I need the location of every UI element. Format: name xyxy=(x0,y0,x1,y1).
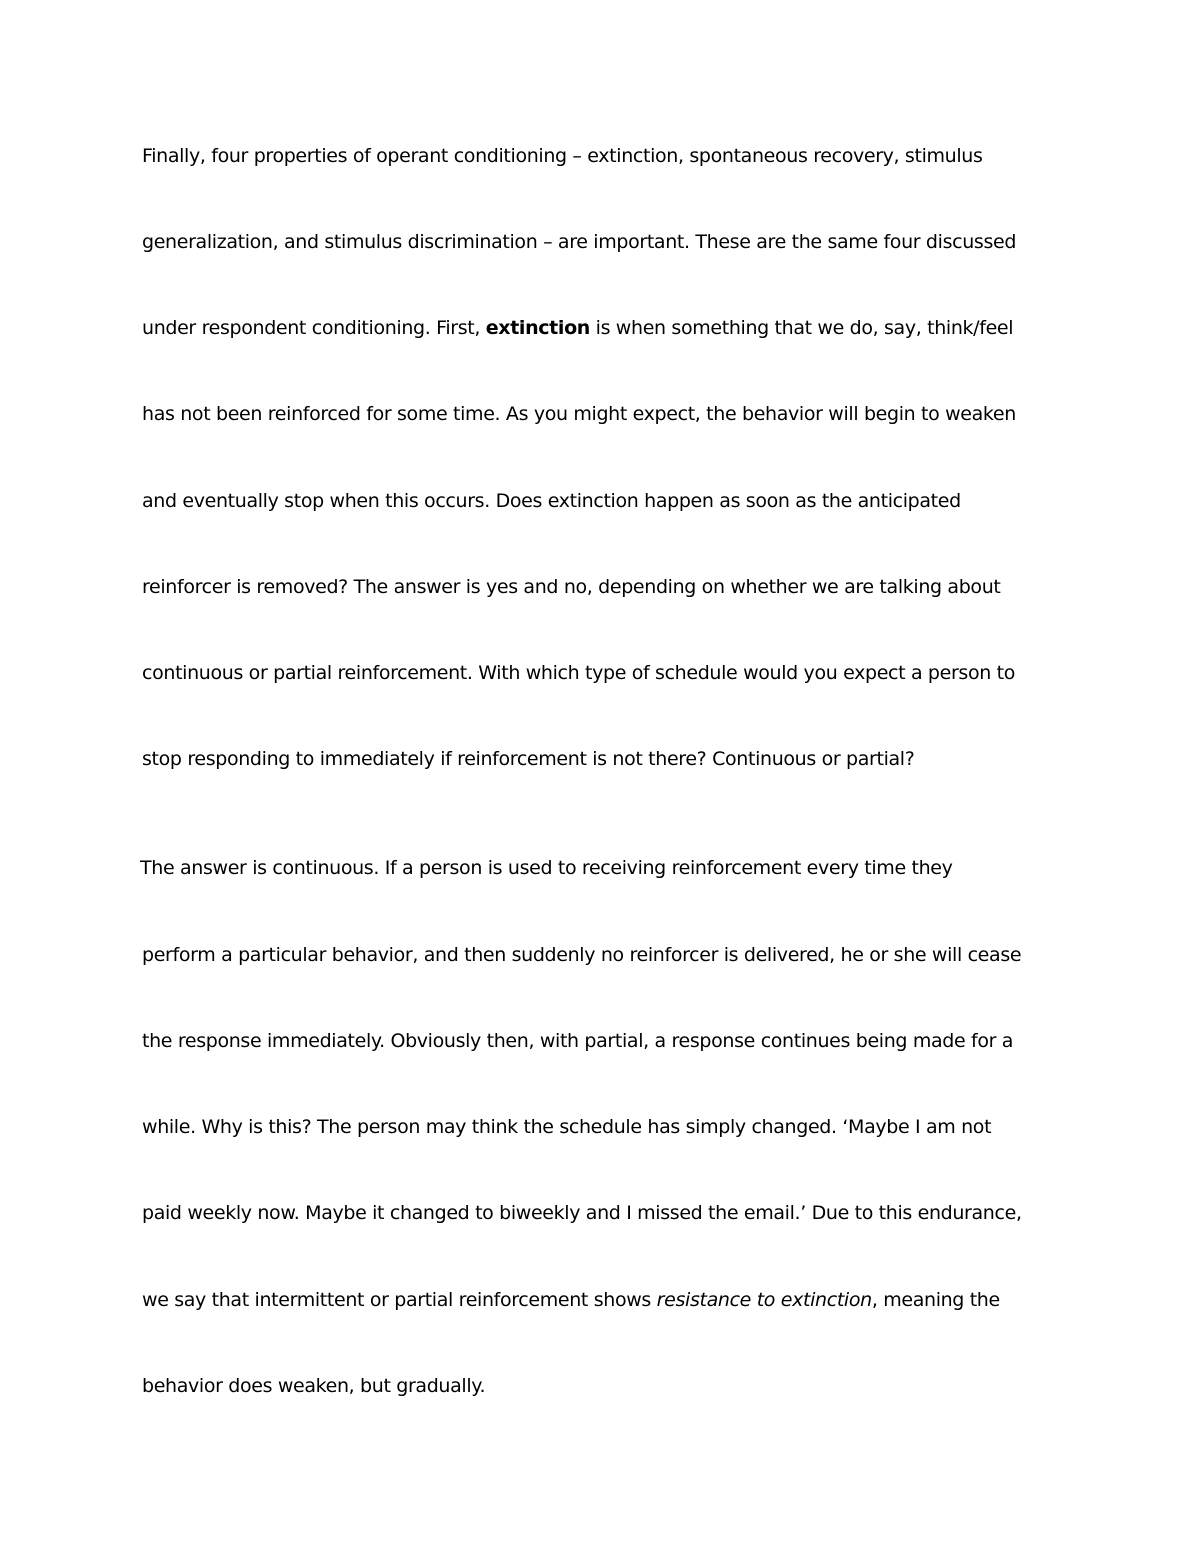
text-line: behavior does weaken, but gradually. xyxy=(142,1375,486,1397)
text-run: is when something that we do, say, think/feel xyxy=(589,317,1014,339)
text-run: we say that intermittent or partial reinforcement shows xyxy=(142,1289,657,1311)
text-run: under respondent conditioning. First, xyxy=(142,317,486,339)
text-line: generalization, and stimulus discrimination – are important. These are the same four discussed xyxy=(142,231,1017,253)
text-line: continuous or partial reinforcement. With which type of schedule would you expect a person to xyxy=(142,662,1016,684)
text-line: paid weekly now. Maybe it changed to biweekly and I missed the email.’ Due to this endurance, xyxy=(142,1202,1022,1224)
text-line xyxy=(142,1287,1000,1313)
text-line xyxy=(142,315,1013,341)
text-line: The answer is continuous. If a person is used to receiving reinforcement every time they xyxy=(140,857,953,879)
text-line: Finally, four properties of operant conditioning – extinction, spontaneous recovery, stimulus xyxy=(142,145,983,167)
text-line: stop responding to immediately if reinforcement is not there? Continuous or partial? xyxy=(142,748,915,770)
italic-term-resistance-to-extinction: resistance to extinction xyxy=(656,1289,872,1311)
bold-term-extinction: extinction xyxy=(485,317,590,339)
text-line: and eventually stop when this occurs. Does extinction happen as soon as the anticipated xyxy=(142,490,961,512)
text-line: has not been reinforced for some time. As you might expect, the behavior will begin to weaken xyxy=(142,403,1016,425)
text-line: reinforcer is removed? The answer is yes and no, depending on whether we are talking about xyxy=(142,576,1001,598)
text-line: perform a particular behavior, and then suddenly no reinforcer is delivered, he or she will cease xyxy=(142,944,1022,966)
text-line: while. Why is this? The person may think the schedule has simply changed. ‘Maybe I am not xyxy=(142,1116,992,1138)
text-line: the response immediately. Obviously then, with partial, a response continues being made for a xyxy=(142,1030,1014,1052)
text-run: , meaning the xyxy=(871,1289,1000,1311)
